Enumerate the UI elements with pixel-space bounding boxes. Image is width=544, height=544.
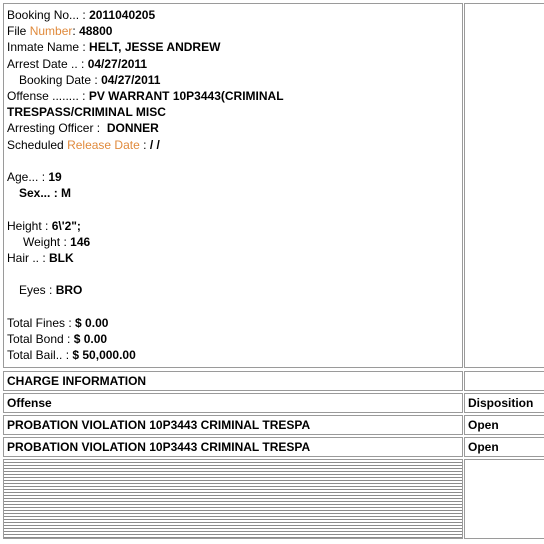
file-label: File <box>7 24 27 39</box>
booking-no-row <box>7 7 459 23</box>
height-value: 6\'2"; <box>51 218 81 233</box>
arrest-date-value: 04/27/2011 <box>87 56 148 71</box>
total-bond-row <box>7 331 459 347</box>
total-bail-label: Total Bail.. : <box>7 348 70 363</box>
spacer <box>7 299 459 315</box>
spacer <box>7 201 459 217</box>
file-number-row <box>7 23 459 39</box>
inmate-name-value: HELT, JESSE ANDREW <box>89 40 221 55</box>
sex-label: Sex... : <box>19 186 58 201</box>
hair-row <box>7 250 459 266</box>
spacer <box>7 153 459 169</box>
booking-no-value: 2011040205 <box>89 8 156 22</box>
arresting-officer-label: Arresting Officer : <box>7 121 101 136</box>
inmate-name-row <box>7 39 459 55</box>
age-label: Age... : <box>7 170 46 185</box>
spacer <box>7 266 459 282</box>
height-row <box>7 218 459 234</box>
age-row <box>7 169 459 185</box>
charge-information-header-side <box>464 371 544 391</box>
hair-label: Hair .. : <box>7 251 46 266</box>
sex-value: M <box>61 186 72 201</box>
total-bail-row <box>7 347 459 363</box>
inmate-info-side-cell <box>464 3 544 368</box>
eyes-value: BRO <box>55 283 83 298</box>
height-label: Height : <box>7 218 49 233</box>
total-fines-value: $ 0.00 <box>75 315 109 330</box>
sex-row <box>7 185 459 201</box>
offense-value-line2: TRESPASS/CRIMINAL MISC <box>7 105 166 120</box>
arrest-date-row <box>7 56 459 72</box>
weight-label: Weight : <box>23 234 67 249</box>
inmate-info <box>7 7 459 363</box>
release-date-link[interactable]: Release Date <box>67 137 140 152</box>
release-label-colon: : <box>143 137 147 152</box>
charge-row-disposition: Open <box>464 415 544 435</box>
offense-column-header: Offense <box>3 393 463 413</box>
charge-row-disposition: Open <box>464 437 544 457</box>
file-number-link[interactable]: Number <box>29 24 73 39</box>
hair-value: BLK <box>49 251 74 266</box>
charge-row-offense: PROBATION VIOLATION 10P3443 CRIMINAL TRESPA <box>3 437 463 457</box>
release-date-row <box>7 137 459 153</box>
weight-row <box>7 234 459 250</box>
age-value: 19 <box>48 170 62 185</box>
charge-information-header: CHARGE INFORMATION <box>3 371 463 391</box>
arresting-officer-row <box>7 120 459 136</box>
charge-row-offense: PROBATION VIOLATION 10P3443 CRIMINAL TRESPA <box>3 415 463 435</box>
total-fines-label: Total Fines : <box>7 315 72 330</box>
empty-charge-rows-side <box>464 459 544 539</box>
file-label-colon: : <box>72 24 76 39</box>
offense-row <box>7 88 459 104</box>
arrest-date-label: Arrest Date .. : <box>7 56 85 71</box>
release-date-value: / / <box>149 137 160 152</box>
disposition-column-header: Disposition <box>464 393 544 413</box>
booking-date-value: 04/27/2011 <box>101 72 161 87</box>
booking-no-label: Booking No... : <box>7 8 86 22</box>
empty-charge-rows <box>3 459 463 539</box>
booking-date-label: Booking Date : <box>19 72 98 87</box>
arresting-officer-value: DONNER <box>106 121 159 136</box>
booking-date-row <box>7 72 459 88</box>
release-label: Scheduled <box>7 137 64 152</box>
eyes-label: Eyes : <box>19 283 53 298</box>
total-bail-value: $ 50,000.00 <box>72 348 136 363</box>
eyes-row <box>7 282 459 298</box>
total-fines-row <box>7 315 459 331</box>
file-number-value: 48800 <box>79 24 113 39</box>
offense-value-line1: PV WARRANT 10P3443(CRIMINAL <box>88 89 284 104</box>
inmate-name-label: Inmate Name : <box>7 40 86 55</box>
offense-label: Offense ........ : <box>7 89 86 104</box>
total-bond-value: $ 0.00 <box>73 332 108 346</box>
weight-value: 146 <box>70 234 91 249</box>
total-bond-label: Total Bond : <box>7 332 71 346</box>
